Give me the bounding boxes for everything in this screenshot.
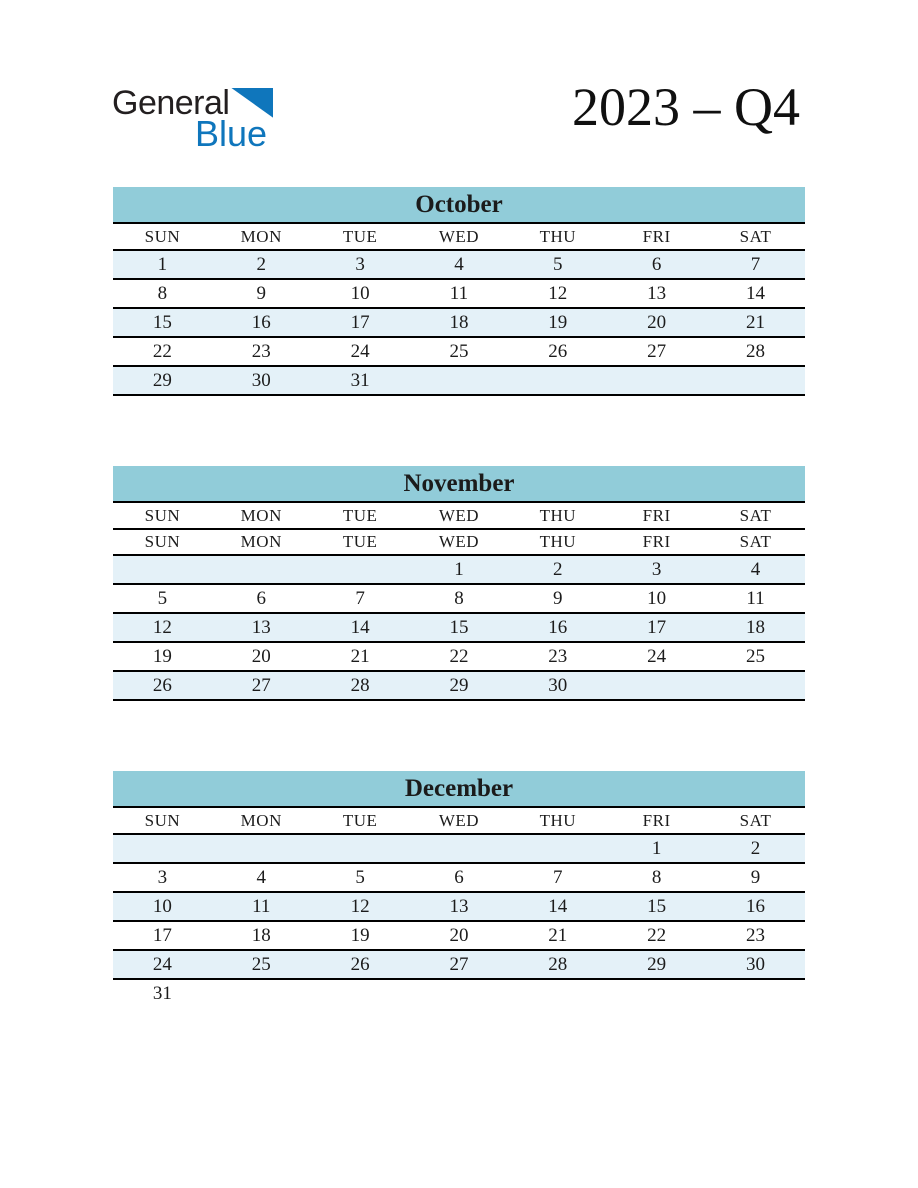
date-cell: 15 (647, 895, 667, 917)
month-table (113, 224, 805, 396)
empty-cell (113, 834, 212, 863)
date-cell: 22 (647, 924, 667, 946)
date-cell: 25 (449, 340, 469, 362)
month-calendar (113, 771, 805, 1008)
week-row (113, 834, 805, 863)
date-cell: 17 (647, 616, 667, 638)
weekday-label: SAT (739, 226, 772, 246)
week-row (113, 892, 805, 921)
empty-cell (607, 671, 706, 700)
weekday-label: TUE (342, 532, 378, 551)
date-cell: 14 (746, 282, 766, 304)
week-row (113, 308, 805, 337)
months-container (113, 187, 805, 1078)
month-title: October (415, 190, 503, 218)
empty-cell (607, 979, 706, 1008)
weekday-label: WED (438, 810, 480, 830)
empty-cell (508, 979, 607, 1008)
date-cell: 19 (350, 924, 370, 946)
date-cell: 28 (350, 674, 370, 696)
empty-cell (706, 979, 805, 1008)
empty-cell (607, 366, 706, 395)
date-cell: 9 (750, 866, 761, 888)
logo-text-blue: Blue (195, 113, 268, 154)
week-row (113, 279, 805, 308)
date-cell: 10 (350, 282, 370, 304)
date-cell: 8 (157, 282, 168, 304)
month-calendar (113, 466, 805, 701)
date-cell: 11 (746, 587, 765, 609)
date-cell: 5 (553, 253, 563, 275)
date-cell: 13 (251, 616, 271, 638)
date-cell: 11 (252, 895, 271, 917)
date-cell: 24 (152, 953, 172, 975)
weekday-label: SUN (144, 810, 181, 830)
date-cell: 30 (746, 953, 766, 975)
page-title: 2023 – Q4 (572, 77, 800, 137)
empty-cell (212, 555, 311, 584)
date-cell: 2 (750, 837, 761, 859)
date-cell: 26 (548, 340, 568, 362)
date-cell: 27 (449, 953, 469, 975)
month-title: December (404, 774, 514, 802)
empty-cell (212, 834, 311, 863)
weekday-label: TUE (342, 810, 378, 830)
date-cell: 19 (152, 645, 172, 667)
date-cell: 14 (548, 895, 568, 917)
week-row (113, 642, 805, 671)
weekday-label: SUN (144, 226, 181, 246)
date-cell: 28 (548, 953, 568, 975)
week-row (113, 671, 805, 700)
date-cell: 27 (647, 340, 667, 362)
date-cell: 29 (152, 369, 172, 391)
date-cell: 16 (746, 895, 766, 917)
date-cell: 17 (152, 924, 172, 946)
date-cell: 14 (350, 616, 370, 638)
month-title: November (403, 469, 515, 497)
date-cell: 21 (548, 924, 568, 946)
date-cell: 22 (449, 645, 469, 667)
empty-cell (706, 366, 805, 395)
date-cell: 25 (251, 953, 271, 975)
weekday-label: SAT (739, 532, 772, 551)
date-cell: 16 (251, 311, 271, 333)
date-cell: 5 (355, 866, 365, 888)
date-cell: 18 (746, 616, 766, 638)
date-cell: 6 (651, 253, 662, 275)
weekday-label: MON (240, 810, 282, 830)
weekday-header-row (113, 224, 805, 250)
date-cell: 9 (553, 587, 563, 609)
date-cell: 6 (454, 866, 464, 888)
weekday-label: FRI (642, 810, 671, 830)
empty-cell (410, 979, 509, 1008)
date-cell: 3 (651, 558, 662, 580)
date-cell: 2 (553, 558, 563, 580)
empty-cell (311, 555, 410, 584)
empty-cell (113, 555, 212, 584)
month-table (113, 503, 805, 701)
date-cell: 23 (548, 645, 568, 667)
week-row (113, 921, 805, 950)
date-cell: 23 (746, 924, 766, 946)
date-cell: 4 (454, 253, 464, 275)
weekday-label: THU (539, 810, 577, 830)
weekday-label: WED (438, 532, 480, 551)
date-cell: 6 (256, 587, 267, 609)
date-cell: 5 (157, 587, 168, 609)
weekday-label: WED (438, 226, 480, 246)
weekday-label: THU (539, 226, 577, 246)
date-cell: 22 (152, 340, 172, 362)
empty-cell (212, 979, 311, 1008)
date-cell: 4 (256, 866, 267, 888)
date-cell: 29 (647, 953, 667, 975)
date-cell: 27 (251, 674, 271, 696)
date-cell: 9 (256, 282, 267, 304)
month-header-bar (113, 771, 805, 808)
date-cell: 3 (355, 253, 365, 275)
week-row (113, 250, 805, 279)
date-cell: 8 (651, 866, 662, 888)
date-cell: 29 (449, 674, 469, 696)
weekday-label: SUN (144, 532, 181, 551)
date-cell: 17 (350, 311, 370, 333)
weekday-header-row (113, 503, 805, 529)
weekday-label: MON (240, 532, 282, 551)
date-cell: 26 (350, 953, 370, 975)
date-cell: 13 (647, 282, 667, 304)
date-cell: 7 (355, 587, 365, 609)
month-header-bar (113, 187, 805, 224)
empty-cell (410, 366, 509, 395)
empty-cell (508, 366, 607, 395)
week-row (113, 337, 805, 366)
weekday-label: THU (539, 505, 577, 525)
date-cell: 1 (157, 253, 168, 275)
week-row (113, 979, 805, 1008)
date-cell: 1 (454, 558, 464, 580)
date-cell: 30 (251, 369, 271, 391)
date-cell: 1 (651, 837, 662, 859)
date-cell: 18 (251, 924, 271, 946)
date-cell: 8 (454, 587, 464, 609)
date-cell: 4 (750, 558, 761, 580)
weekday-header-row (113, 529, 805, 555)
date-cell: 10 (647, 587, 667, 609)
date-cell: 24 (350, 340, 370, 362)
month-table (113, 808, 805, 1008)
weekday-label: SAT (739, 810, 772, 830)
date-cell: 20 (449, 924, 469, 946)
weekday-label: FRI (642, 532, 671, 551)
date-cell: 21 (350, 645, 370, 667)
date-cell: 11 (449, 282, 469, 304)
date-cell: 25 (746, 645, 766, 667)
week-row (113, 950, 805, 979)
week-row (113, 613, 805, 642)
date-cell: 18 (449, 311, 469, 333)
weekday-label: MON (240, 226, 282, 246)
weekday-header-row (113, 808, 805, 834)
weekday-label: SAT (739, 505, 772, 525)
week-row (113, 584, 805, 613)
date-cell: 28 (746, 340, 766, 362)
date-cell: 23 (251, 340, 271, 362)
weekday-label: TUE (342, 226, 378, 246)
date-cell: 2 (256, 253, 267, 275)
weekday-label: WED (438, 505, 480, 525)
date-cell: 31 (152, 983, 172, 1004)
empty-cell (311, 979, 410, 1008)
date-cell: 7 (750, 253, 761, 275)
logo-text-general: General (112, 84, 230, 122)
weekday-label: FRI (642, 226, 671, 246)
empty-cell (706, 671, 805, 700)
date-cell: 20 (251, 645, 271, 667)
general-blue-logo (112, 86, 273, 152)
date-cell: 13 (449, 895, 469, 917)
date-cell: 19 (548, 311, 568, 333)
date-cell: 12 (152, 616, 172, 638)
date-cell: 7 (553, 866, 563, 888)
month-calendar (113, 187, 805, 396)
date-cell: 15 (449, 616, 469, 638)
empty-cell (508, 834, 607, 863)
weekday-label: THU (539, 532, 577, 551)
date-cell: 31 (350, 369, 370, 391)
weekday-label: MON (240, 505, 282, 525)
date-cell: 20 (647, 311, 667, 333)
date-cell: 26 (152, 674, 172, 696)
weekday-label: FRI (642, 505, 671, 525)
date-cell: 30 (548, 674, 568, 696)
week-row (113, 555, 805, 584)
week-row (113, 366, 805, 395)
date-cell: 12 (350, 895, 370, 917)
empty-cell (311, 834, 410, 863)
month-header-bar (113, 466, 805, 503)
date-cell: 24 (647, 645, 667, 667)
date-cell: 10 (152, 895, 172, 917)
empty-cell (410, 834, 509, 863)
date-cell: 15 (152, 311, 172, 333)
date-cell: 12 (548, 282, 568, 304)
week-row (113, 863, 805, 892)
date-cell: 16 (548, 616, 568, 638)
date-cell: 21 (746, 311, 766, 333)
weekday-label: SUN (144, 505, 181, 525)
date-cell: 3 (157, 866, 168, 888)
weekday-label: TUE (342, 505, 378, 525)
